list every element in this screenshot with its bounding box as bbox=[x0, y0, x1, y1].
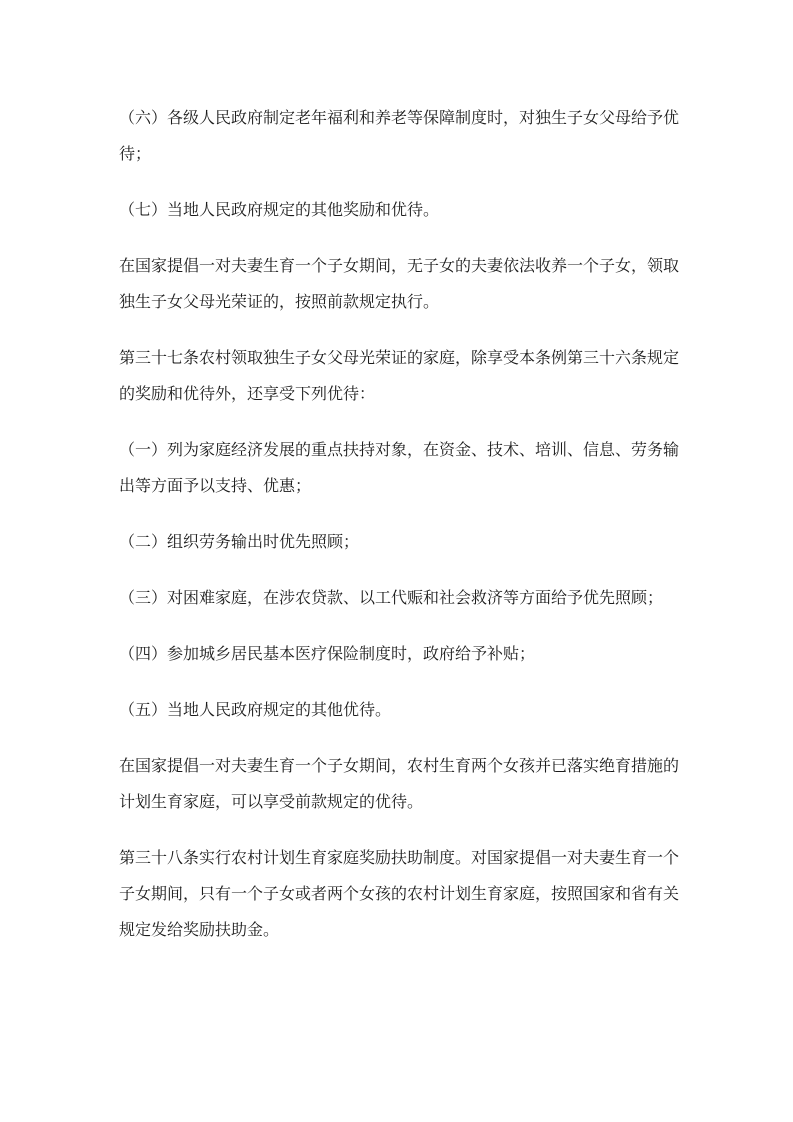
paragraph-item-4 bbox=[119, 636, 679, 672]
text-line: （三）对困难家庭，在涉农贷款、以工代赈和社会救济等方面给予优先照顾； bbox=[119, 588, 664, 607]
text-line: 待； bbox=[119, 144, 152, 163]
text-line: 计划生育家庭，可以享受前款规定的优待。 bbox=[119, 792, 424, 811]
paragraph-item-7 bbox=[119, 192, 679, 228]
text-line: （五）当地人民政府规定的其他优待。 bbox=[119, 700, 392, 719]
text-line: 独生子女父母光荣证的，按照前款规定执行。 bbox=[119, 292, 440, 311]
paragraph-item-2 bbox=[119, 524, 679, 560]
text-line: （四）参加城乡居民基本医疗保险制度时，政府给予补贴； bbox=[119, 644, 536, 663]
paragraph-article-37 bbox=[119, 340, 679, 412]
paragraph-item-3 bbox=[119, 580, 679, 616]
text-line: 规定发给奖励扶助金。 bbox=[119, 920, 280, 939]
text-line: 在国家提倡一对夫妻生育一个子女期间，农村生育两个女孩并已落实绝育措施的 bbox=[119, 756, 680, 775]
paragraph-article-38 bbox=[119, 840, 679, 948]
text-line: （一）列为家庭经济发展的重点扶持对象，在资金、技术、培训、信息、劳务输 bbox=[119, 440, 680, 459]
paragraph-adoption-clause bbox=[119, 248, 679, 320]
text-line: 第三十八条实行农村计划生育家庭奖励扶助制度。对国家提倡一对夫妻生育一个 bbox=[119, 848, 680, 867]
paragraph-two-girls-clause bbox=[119, 748, 679, 820]
text-line: 在国家提倡一对夫妻生育一个子女期间，无子女的夫妻依法收养一个子女，领取 bbox=[119, 256, 680, 275]
text-line: 第三十七条农村领取独生子女父母光荣证的家庭，除享受本条例第三十六条规定 bbox=[119, 348, 680, 367]
text-line: （二）组织劳务输出时优先照顾； bbox=[119, 532, 360, 551]
paragraph-item-6 bbox=[119, 100, 679, 172]
document-body bbox=[119, 100, 679, 968]
text-line: 子女期间，只有一个子女或者两个女孩的农村计划生育家庭，按照国家和省有关 bbox=[119, 884, 680, 903]
text-line: （七）当地人民政府规定的其他奖励和优待。 bbox=[119, 200, 440, 219]
text-line: （六）各级人民政府制定老年福利和养老等保障制度时，对独生子女父母给予优 bbox=[119, 108, 680, 127]
text-line: 的奖励和优待外，还享受下列优待： bbox=[119, 384, 376, 403]
paragraph-item-1 bbox=[119, 432, 679, 504]
text-line: 出等方面予以支持、优惠； bbox=[119, 476, 312, 495]
paragraph-item-5 bbox=[119, 692, 679, 728]
